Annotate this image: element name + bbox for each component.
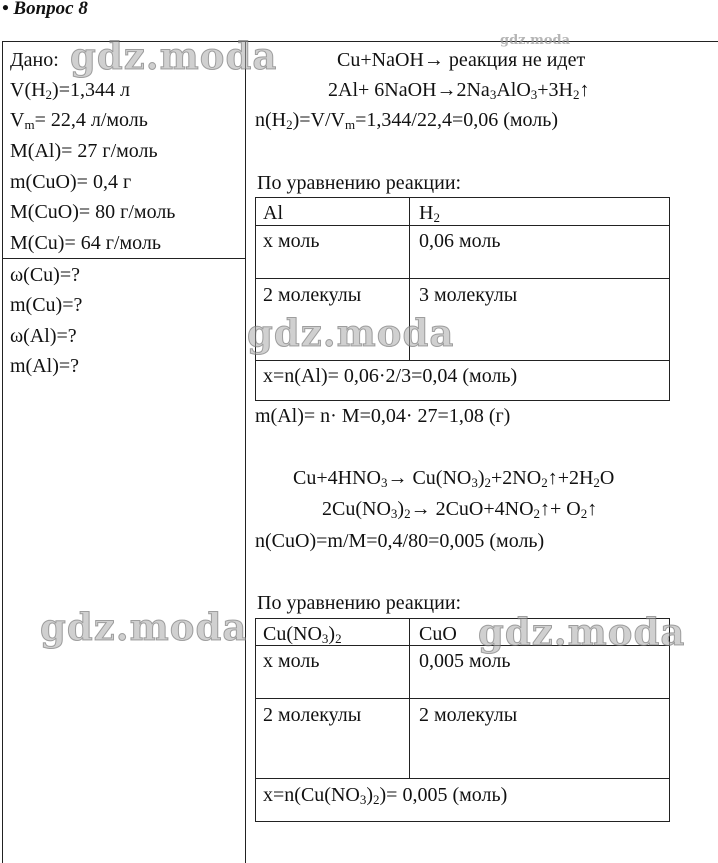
given-line-v-h2: $V(H_2)=1,344$ л	[10, 79, 130, 102]
table1-result-divider	[255, 360, 670, 361]
find-line-w-cu: ω(Cu)=?	[10, 264, 80, 286]
reaction-al-naoh: $2Al+ 6NaOH\to 2Na_3AlO_3+3H_2↑$	[328, 79, 590, 102]
table1-cell-h2-coef: 3 молекулы	[419, 284, 518, 306]
watermark-logo: gdz.moda	[247, 311, 455, 355]
table2-header-cu-nitrate: $Cu(NO_3)_2$	[263, 623, 342, 646]
table1-cell-al-coef: 2 молекулы	[263, 284, 362, 306]
table2-row-divider	[255, 698, 670, 699]
table1-header-al: Al	[263, 202, 283, 224]
table2-result: $x=n(Cu(NO_3)_2)= 0,005$ (моль)	[263, 784, 508, 807]
table2-header-cuo: CuO	[419, 623, 457, 645]
table1-header-h2: $H_2$	[419, 202, 440, 225]
calc-n-h2: $n(H_2)=V/V_m=1,344/22,4=0,06$ (моль)	[255, 109, 559, 132]
given-line-m-al: M(Al)= 27 г/моль	[10, 140, 158, 162]
find-line-m-cu: m(Cu)=?	[10, 294, 83, 316]
given-line-m-cuo-mass: m(CuO)= 0,4 г	[10, 171, 132, 193]
table2-cell-cuo-coef: 2 молекулы	[419, 704, 518, 726]
by-equation-label-1: По уравнению реакции:	[257, 172, 462, 194]
by-equation-label-2: По уравнению реакции:	[257, 592, 462, 614]
watermark-logo: gdz.moda	[478, 610, 686, 654]
given-line-m-cuo-molar: M(CuO)= 80 г/моль	[10, 201, 176, 223]
calc-n-cuo: n(CuO)=m/M=0,4/80=0,005 (моль)	[255, 530, 545, 552]
table2-cell-nitrate-coef: 2 молекулы	[263, 704, 362, 726]
reaction-cu-hno3: $Cu+4HNO_3\to$ $Cu(NO_3)_2+2NO_2↑+2H_2O$	[293, 467, 615, 490]
given-line-vm: $V_m= 22,4$ л/моль	[10, 109, 148, 132]
given-line-m-cu: M(Cu)= 64 г/моль	[10, 232, 161, 254]
table2-cell-x-mol: x моль	[263, 650, 320, 672]
given-label: Дано:	[10, 49, 59, 71]
reaction-cu-naoh: Cu+NaOH→ реакция не идет	[337, 49, 586, 71]
table2-cell-cuo-mol: 0,005 моль	[419, 650, 511, 672]
find-line-m-al: m(Al)=?	[10, 355, 80, 377]
find-line-w-al: ω(Al)=?	[10, 325, 77, 347]
given-find-divider	[2, 258, 245, 259]
calc-m-al: m(Al)= n· M=0,04· 27=1,08 (г)	[255, 405, 511, 427]
question-title: • Вопрос 8	[2, 0, 88, 19]
table1-row-divider	[255, 278, 670, 279]
frame-column-divider	[245, 41, 246, 863]
table1-header-divider	[255, 225, 670, 226]
table1-result: x=n(Al)= 0,06·2/3=0,04 (моль)	[263, 365, 518, 387]
table2-result-divider	[255, 778, 670, 779]
table1-cell-h2-mol: 0,06 моль	[419, 230, 501, 252]
table1-cell-x-mol: x моль	[263, 230, 320, 252]
watermark-logo: gdz.moda	[70, 34, 278, 78]
reaction-cu-nitrate-decomposition: $2Cu(NO_3)_2\to$ $2CuO+4NO_2↑+$ $O_2↑$	[322, 498, 598, 521]
watermark-small-logo: gdz.moda	[500, 33, 571, 48]
frame-left-border	[2, 41, 3, 863]
watermark-logo: gdz.moda	[40, 605, 248, 649]
